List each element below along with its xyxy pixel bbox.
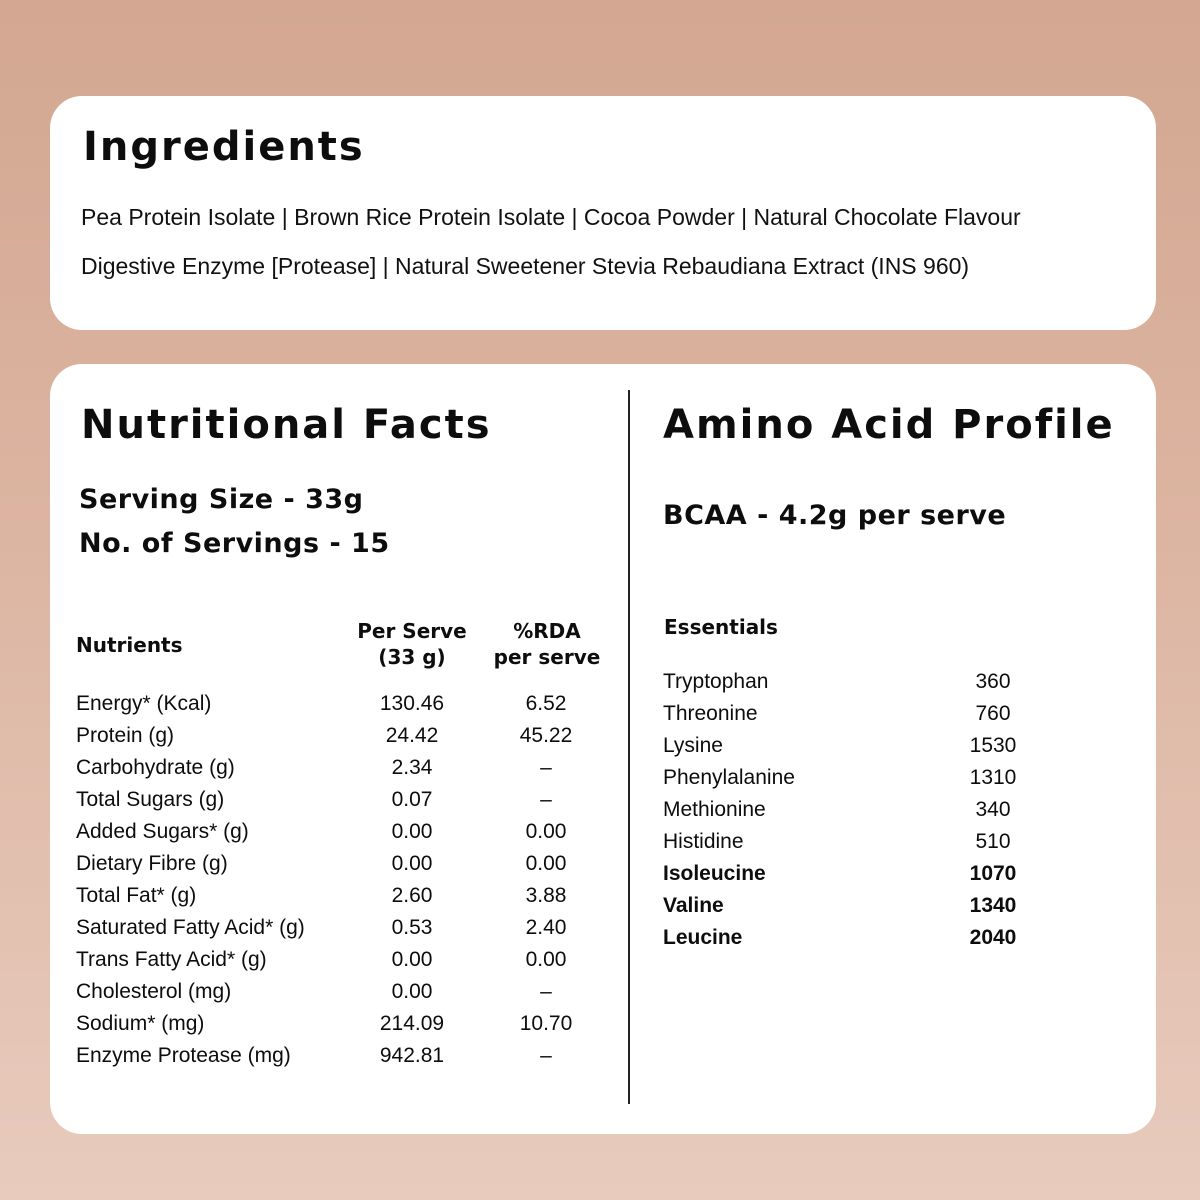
nutrient-row (76, 980, 596, 1012)
amino-value: 360 (975, 670, 1011, 693)
nutrient-row (76, 948, 596, 980)
ingredients-card (50, 96, 1156, 330)
nutrient-row (76, 724, 596, 756)
amino-row (663, 670, 1063, 702)
nutrient-row (76, 1044, 596, 1076)
nutrient-name: Sodium* (mg) (76, 1012, 205, 1035)
amino-name: Valine (663, 894, 724, 917)
amino-row-bcaa (663, 862, 1063, 894)
rda-header (484, 618, 610, 670)
amino-value: 1310 (969, 766, 1017, 789)
essentials-header: Essentials (664, 615, 778, 639)
amino-row-bcaa (663, 894, 1063, 926)
nutrient-name: Enzyme Protease (mg) (76, 1044, 291, 1067)
nutrient-row (76, 820, 596, 852)
amino-title: Amino Acid Profile (663, 402, 1115, 448)
amino-name: Leucine (663, 926, 743, 949)
amino-value: 1070 (969, 862, 1017, 885)
amino-value: 760 (975, 702, 1011, 725)
nutrient-per-serve: 942.81 (379, 1044, 445, 1067)
nutrient-per-serve: 0.07 (391, 788, 433, 811)
rda-header-line-2: per serve (493, 645, 601, 669)
nutrient-per-serve: 0.00 (391, 948, 433, 971)
ingredients-title: Ingredients (83, 124, 365, 170)
nutrient-name: Energy* (Kcal) (76, 692, 212, 715)
nutrient-per-serve: 0.00 (391, 820, 433, 843)
amino-value: 510 (975, 830, 1011, 853)
nutrient-per-serve: 2.60 (391, 884, 433, 907)
nutrient-name: Carbohydrate (g) (76, 756, 235, 779)
ingredients-line-1: Pea Protein Isolate | Brown Rice Protein Isolate | Cocoa Powder | Natural Chocolate Flavour (81, 204, 1021, 230)
amino-name: Lysine (663, 734, 723, 757)
amino-value: 340 (975, 798, 1011, 821)
nutrient-per-serve: 2.34 (391, 756, 433, 779)
nutrient-rda: 3.88 (525, 884, 567, 907)
nutrient-name: Cholesterol (mg) (76, 980, 232, 1003)
nutrient-per-serve: 24.42 (385, 724, 439, 747)
amino-name: Threonine (663, 702, 758, 725)
nutrient-rda: 45.22 (519, 724, 573, 747)
nutrient-rda: – (540, 980, 552, 1003)
column-divider (628, 390, 630, 1104)
nutrient-per-serve: 0.00 (391, 852, 433, 875)
nutrient-per-serve: 130.46 (379, 692, 445, 715)
bcaa-summary: BCAA - 4.2g per serve (663, 500, 1007, 531)
nutrient-name: Total Sugars (g) (76, 788, 225, 811)
amino-name: Tryptophan (663, 670, 769, 693)
amino-value: 1530 (969, 734, 1017, 757)
nutrient-row (76, 1012, 596, 1044)
amino-name: Histidine (663, 830, 744, 853)
nutrient-per-serve: 0.00 (391, 980, 433, 1003)
nutrient-rda: – (540, 788, 552, 811)
nutrition-title: Nutritional Facts (81, 402, 492, 448)
nutrient-rda: 10.70 (519, 1012, 573, 1035)
nutrient-name: Saturated Fatty Acid* (g) (76, 916, 305, 939)
amino-row (663, 734, 1063, 766)
number-of-servings: No. of Servings - 15 (79, 528, 390, 559)
ingredients-line-2: Digestive Enzyme [Protease] | Natural Sweetener Stevia Rebaudiana Extract (INS 960) (81, 253, 970, 279)
nutrient-name: Trans Fatty Acid* (g) (76, 948, 267, 971)
nutrient-row (76, 852, 596, 884)
nutrient-name: Dietary Fibre (g) (76, 852, 228, 875)
rda-header-line-1: %RDA (513, 619, 581, 643)
nutrient-row (76, 692, 596, 724)
nutrient-row (76, 788, 596, 820)
nutrient-row (76, 884, 596, 916)
nutrient-rda: 0.00 (525, 852, 567, 875)
nutrient-per-serve: 214.09 (379, 1012, 445, 1035)
per-serve-header (352, 618, 472, 670)
nutrient-rda: – (540, 1044, 552, 1067)
nutrient-name: Protein (g) (76, 724, 175, 747)
nutrient-name: Total Fat* (g) (76, 884, 197, 907)
amino-name: Isoleucine (663, 862, 766, 885)
amino-value: 2040 (969, 926, 1017, 949)
amino-row (663, 830, 1063, 862)
nutrient-rda: – (540, 756, 552, 779)
amino-value: 1340 (969, 894, 1017, 917)
amino-name: Phenylalanine (663, 766, 795, 789)
nutrient-rda: 0.00 (525, 948, 567, 971)
facts-card (50, 364, 1156, 1134)
nutrient-rda: 0.00 (525, 820, 567, 843)
nutrient-per-serve: 0.53 (391, 916, 433, 939)
amino-row (663, 798, 1063, 830)
nutrient-row (76, 916, 596, 948)
amino-name: Methionine (663, 798, 766, 821)
per-serve-header-line-1: Per Serve (357, 619, 467, 643)
serving-size: Serving Size - 33g (79, 484, 364, 515)
amino-row (663, 766, 1063, 798)
per-serve-header-line-2: (33 g) (378, 645, 446, 669)
amino-row (663, 702, 1063, 734)
nutrient-rda: 6.52 (525, 692, 567, 715)
nutrient-row (76, 756, 596, 788)
amino-row-bcaa (663, 926, 1063, 958)
nutrient-name: Added Sugars* (g) (76, 820, 249, 843)
nutrient-rda: 2.40 (525, 916, 567, 939)
nutrients-header: Nutrients (76, 633, 183, 657)
